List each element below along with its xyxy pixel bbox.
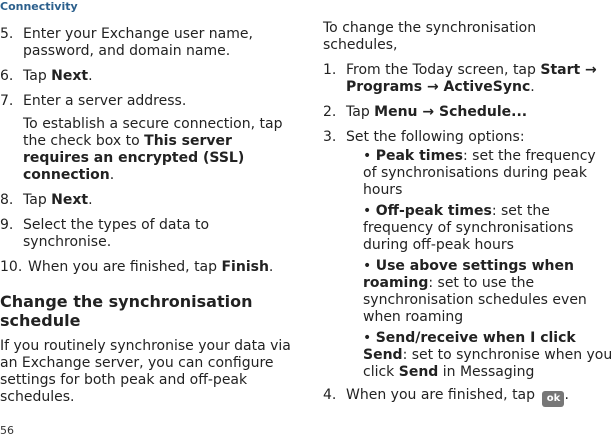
left-column [0, 26, 292, 406]
step-text: Enter your Exchange user name, password, and domain name. [23, 26, 253, 59]
step-text: When you are finished, tap Finish. [28, 259, 274, 275]
section-paragraph: If you routinely synchronise your data via an Exchange server, you can configure settings for both peak and off-peak schedules. [0, 338, 291, 405]
step-3 [323, 129, 613, 146]
option-roaming: • Use above settings when roaming: set to use the synchronisation schedules even when roaming [363, 258, 587, 325]
option-off-peak-times: • Off-peak times: set the frequency of synchronisations during off-peak hours [363, 203, 574, 253]
step-text: Tap Next. [23, 192, 93, 208]
step-9 [0, 217, 292, 251]
step-number: 5. [0, 26, 14, 42]
step-7-note: To establish a secure connection, tap the check box to This server requires an encrypted (SSL) connection. [23, 116, 283, 183]
step-text: When you are finished, tap ok . [346, 387, 613, 407]
step-8 [0, 192, 292, 209]
step-number: 10. [0, 259, 23, 275]
step-1 [323, 62, 613, 96]
page-number: 56 [0, 424, 14, 437]
step-2 [323, 104, 613, 121]
step-number: 7. [0, 93, 14, 109]
step-number: 6. [0, 68, 14, 84]
step-text: Select the types of data to synchronise. [23, 217, 210, 250]
step-text: Set the following options: [346, 129, 525, 145]
step-text: Enter a server address. [23, 93, 187, 109]
right-column [323, 20, 613, 415]
section-heading: Change the synchronisation schedule [0, 292, 253, 330]
step-5 [0, 26, 292, 60]
step-number: 9. [0, 217, 14, 233]
step-6 [0, 68, 292, 85]
step-4 [323, 387, 613, 407]
step-number: 3. [323, 129, 337, 145]
step-text: Tap Next. [23, 68, 93, 84]
step-text: From the Today screen, tap Start → Programs → ActiveSync. [346, 62, 597, 95]
option-send-receive: • Send/receive when I click Send: set to synchronise when you click Send in Messaging [363, 330, 613, 380]
step-text: Tap Menu → Schedule... [346, 104, 528, 120]
step-10 [0, 259, 292, 276]
section-header: Connectivity [0, 0, 78, 13]
intro-text: To change the synchronisation schedules, [323, 20, 537, 53]
step-number: 4. [323, 387, 337, 403]
step-number: 1. [323, 62, 337, 78]
step-7 [0, 93, 292, 110]
option-peak-times: • Peak times: set the frequency of synchronisations during peak hours [363, 148, 596, 198]
options-list [363, 148, 613, 381]
step-number: 8. [0, 192, 14, 208]
ok-button-icon: ok [542, 391, 564, 407]
step-number: 2. [323, 104, 337, 120]
